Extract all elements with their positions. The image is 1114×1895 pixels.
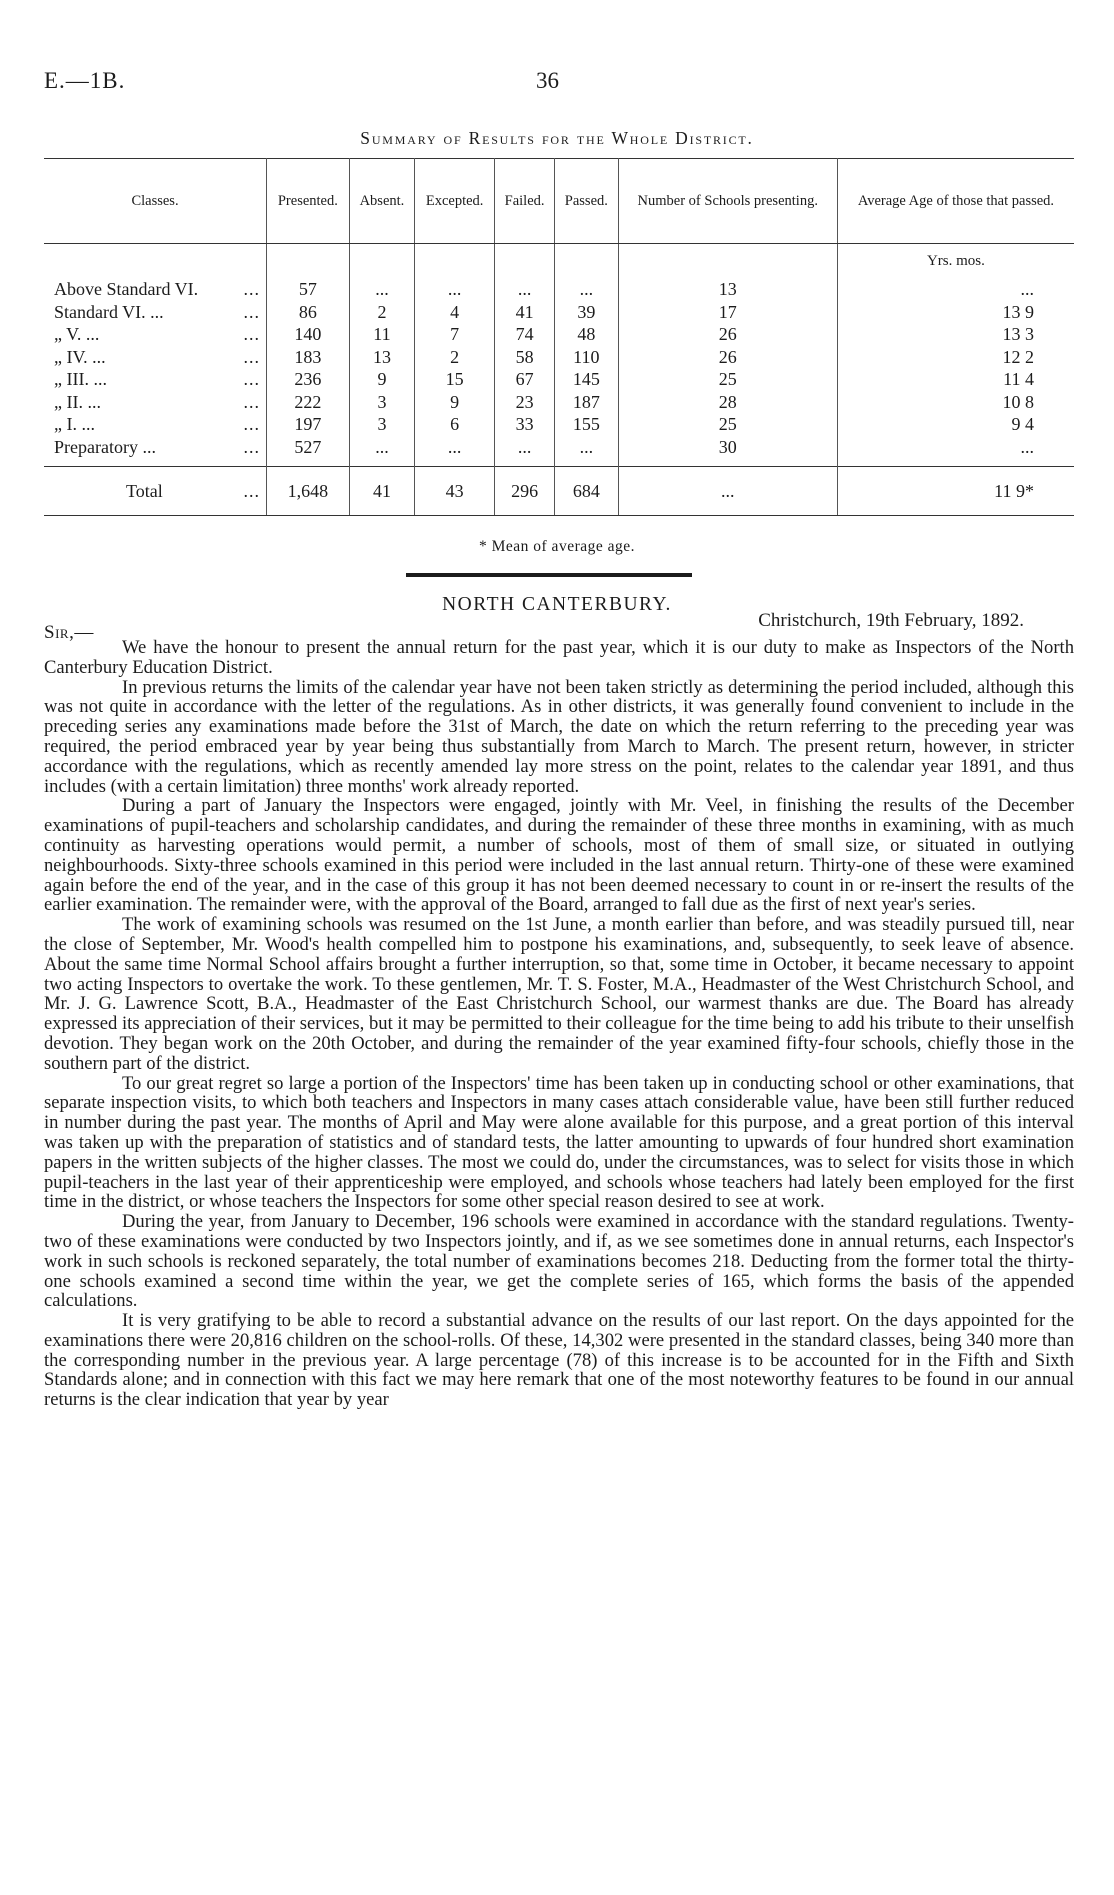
leader-dots: ...: [243, 481, 260, 501]
presented-cell: 222: [267, 391, 350, 414]
class-label: Total: [126, 481, 163, 501]
failed-cell: ...: [495, 278, 555, 301]
class-cell: [44, 323, 267, 346]
leader-dots: ...: [243, 279, 260, 299]
column-header: Absent.: [349, 159, 414, 244]
table-caption: Summary of Results for the Whole District.: [360, 128, 754, 148]
schools-cell: ...: [618, 467, 837, 516]
section-heading: NORTH CANTERBURY.: [442, 594, 672, 615]
class-label: „ I. ...: [54, 414, 95, 434]
table-row: [44, 436, 1074, 467]
excepted-cell: 43: [415, 467, 495, 516]
absent-cell: 3: [349, 391, 414, 414]
schools-cell: 28: [618, 391, 837, 414]
absent-cell: ...: [349, 436, 414, 467]
schools-cell: 26: [618, 346, 837, 369]
leader-dots: ...: [243, 324, 260, 344]
class-cell: [44, 346, 267, 369]
presented-cell: 183: [267, 346, 350, 369]
presented-cell: 86: [267, 301, 350, 324]
table-row: [44, 346, 1074, 369]
column-header: Failed.: [495, 159, 555, 244]
summary-table: [44, 158, 1074, 516]
table-row: [44, 323, 1074, 346]
schools-cell: 25: [618, 368, 837, 391]
class-cell: [44, 467, 267, 516]
class-label: Preparatory ...: [54, 436, 156, 457]
failed-cell: 33: [495, 413, 555, 436]
class-cell: [44, 301, 267, 324]
column-header: Passed.: [555, 159, 619, 244]
table-footnote: * Mean of average age.: [478, 538, 636, 555]
excepted-cell: 2: [415, 346, 495, 369]
class-label: „ II. ...: [54, 391, 101, 412]
column-header: Number of Schools presenting.: [618, 159, 837, 244]
letter-body: [44, 638, 1074, 1410]
leader-dots: ...: [243, 369, 260, 389]
presented-cell: 236: [267, 368, 350, 391]
excepted-cell: ...: [415, 278, 495, 301]
presented-cell: 140: [267, 323, 350, 346]
failed-cell: 58: [495, 346, 555, 369]
leader-dots: ...: [243, 436, 260, 457]
passed-cell: 110: [555, 346, 619, 369]
schools-cell: 26: [618, 323, 837, 346]
table-row: [44, 301, 1074, 324]
age-cell: 11 9*: [837, 467, 1074, 516]
table-row: [44, 278, 1074, 301]
table-row: [44, 413, 1074, 436]
passed-cell: ...: [555, 278, 619, 301]
schools-cell: 13: [618, 278, 837, 301]
column-header: Classes.: [44, 159, 267, 244]
leader-dots: ...: [243, 346, 260, 367]
total-row: [44, 467, 1074, 516]
column-header: Average Age of those that passed.: [837, 159, 1074, 244]
absent-cell: 41: [349, 467, 414, 516]
failed-cell: 23: [495, 391, 555, 414]
presented-cell: 197: [267, 413, 350, 436]
class-cell: [44, 278, 267, 301]
paragraph: We have the honour to present the annual return for the past year, which it is our duty to make as Inspectors of the North Canterbury Education District.: [44, 637, 1074, 678]
age-cell: 9 4: [1011, 414, 1034, 434]
absent-cell: 3: [349, 413, 414, 436]
age-cell: 13 9: [1002, 301, 1034, 322]
failed-cell: 74: [495, 323, 555, 346]
table-row: [44, 391, 1074, 414]
leader-dots: ...: [243, 414, 260, 434]
dateline: Christchurch, 19th February, 1892.: [758, 610, 1024, 631]
failed-cell: 41: [495, 301, 555, 324]
absent-cell: 9: [349, 368, 414, 391]
age-unit-label: Yrs. mos.: [926, 253, 985, 269]
passed-cell: 187: [555, 391, 619, 414]
page-number: 36: [536, 68, 559, 93]
schools-cell: 25: [618, 413, 837, 436]
failed-cell: 296: [495, 467, 555, 516]
excepted-cell: 7: [415, 323, 495, 346]
paragraph: During a part of January the Inspectors were engaged, jointly with Mr. Veel, in finishing the results of the December examinations of pupil-teachers and scholarship candidates, and during the remainder of these three months in examining, with as much continuity as harvesting operations would permit, a number of schools, most of them of small size, or situated in outlying neighbourhoods. Sixty-three schools examined in this period were included in the last annual return. Thirty-one of these were examined again before the end of the year, and in the case of this group it has not been deemed necessary to count in or re-insert the results of the earlier examination. The remainder were, with the approval of the Board, arranged to fall due as the first of next year's series.: [44, 795, 1074, 916]
age-cell: 10 8: [1002, 391, 1034, 412]
age-cell: 12 2: [1002, 346, 1034, 367]
excepted-cell: 9: [415, 391, 495, 414]
absent-cell: 13: [349, 346, 414, 369]
age-cell: 11 4: [1003, 369, 1034, 389]
passed-cell: 145: [555, 368, 619, 391]
salutation: Sir,—: [44, 622, 94, 643]
table-row: [44, 368, 1074, 391]
absent-cell: 2: [349, 301, 414, 324]
class-cell: [44, 436, 267, 467]
excepted-cell: 15: [415, 368, 495, 391]
age-cell: ...: [1020, 279, 1034, 299]
presented-cell: 57: [267, 278, 350, 301]
class-cell: [44, 413, 267, 436]
schools-cell: 17: [618, 301, 837, 324]
document-reference: E.—1B.: [44, 68, 126, 93]
column-header: Excepted.: [415, 159, 495, 244]
presented-cell: 527: [267, 436, 350, 467]
excepted-cell: 6: [415, 413, 495, 436]
unit-row: [44, 244, 1074, 279]
age-cell: ...: [1020, 436, 1034, 457]
paragraph: To our great regret so large a portion of the Inspectors' time has been taken up in conducting school or other examinations, that separate inspection visits, to which both teachers and Inspectors in many cases attach considerable value, have been still further reduced in number during the past year. The months of April and May were alone available for this purpose, and a great portion of this interval was taken up with the preparation of statistics and of standard tests, the latter amounting to upwards of four hundred short examination papers in the written subjects of the higher classes. The most we could do, under the circumstances, was to select for visits those in which pupil-teachers in the last year of their apprenticeship were employed, and schools whose teachers had lately been employed for the first time in the district, or whose teachers the Inspectors for some other special reason desired to see at work.: [44, 1072, 1074, 1213]
leader-dots: ...: [243, 391, 260, 412]
column-header: Presented.: [267, 159, 350, 244]
schools-cell: 30: [618, 436, 837, 467]
passed-cell: 684: [555, 467, 619, 516]
absent-cell: ...: [349, 278, 414, 301]
paragraph: It is very gratifying to be able to record a substantial advance on the results of our last report. On the days appointed for the examinations there were 20,816 children on the school-rolls. Of these, 14,302 were presented in the standard classes, being 340 more than the corresponding number in the previous year. A large percentage (78) of this increase is to be accounted for in the Fifth and Sixth Standards alone; and in connection with this fact we may here remark that one of the most noteworthy features to be found in our annual returns is the clear indication that year by year: [44, 1310, 1074, 1411]
paragraph: In previous returns the limits of the calendar year have not been taken strictly as determining the period included, although this was not quite in accordance with the letter of the regulations. As in other districts, it was generally found convenient to include in the preceding series any examinations made before the 31st of March, the date on which the return referring to the preceding year was required, the period embraced year by year being thus substantially from March to March. The present return, however, in stricter accordance with the regulations, which as recently amended lay more stress on the point, relates to the calendar year 1891, and thus includes (with a certain limitation) three months' work already reported.: [44, 676, 1074, 797]
table-header-row: [44, 159, 1074, 244]
passed-cell: ...: [555, 436, 619, 467]
passed-cell: 39: [555, 301, 619, 324]
passed-cell: 48: [555, 323, 619, 346]
section-divider: [406, 573, 692, 577]
class-cell: [44, 391, 267, 414]
failed-cell: ...: [495, 436, 555, 467]
class-label: Standard VI. ...: [54, 301, 164, 322]
paragraph: The work of examining schools was resumed on the 1st June, a month earlier than before, and was steadily pursued till, near the close of September, Mr. Wood's health compelled him to postpone his examinations, and, subsequently, to seek leave of absence. About the same time Normal School affairs brought a further interruption, so that, some time in October, it became necessary to appoint two acting Inspectors to overtake the work. To these gentlemen, Mr. T. S. Foster, M.A., Headmaster of the West Christchurch School, and Mr. J. G. Lawrence Scott, B.A., Headmaster of the East Christchurch School, our warmest thanks are due. The Board has already expressed its appreciation of their services, but it may be permitted to their colleague for the time being to add his tribute to their unselfish devotion. They began work on the 20th October, and during the remainder of the year examined fifty-four schools, chiefly those in the southern part of the district.: [44, 914, 1074, 1074]
presented-cell: 1,648: [267, 467, 350, 516]
excepted-cell: 4: [415, 301, 495, 324]
age-cell: 13 3: [1002, 324, 1034, 344]
leader-dots: ...: [243, 301, 260, 322]
failed-cell: 67: [495, 368, 555, 391]
paragraph: During the year, from January to December, 196 schools were examined in accordance with the standard regulations. Twenty-two of these examinations were conducted by two Inspectors jointly, and if, as we see sometimes done in annual returns, each Inspector's work in such schools is reckoned separately, the total number of examinations becomes 218. Deducting from the former total the thirty-one schools examined a second time within the year, we get the complete series of 165, which forms the basis of the appended calculations.: [44, 1211, 1074, 1312]
excepted-cell: ...: [415, 436, 495, 467]
class-cell: [44, 368, 267, 391]
class-label: „ V. ...: [54, 324, 100, 344]
absent-cell: 11: [349, 323, 414, 346]
class-label: „ IV. ...: [54, 346, 106, 367]
class-label: „ III. ...: [54, 369, 107, 389]
class-label: Above Standard VI.: [54, 279, 199, 299]
passed-cell: 155: [555, 413, 619, 436]
